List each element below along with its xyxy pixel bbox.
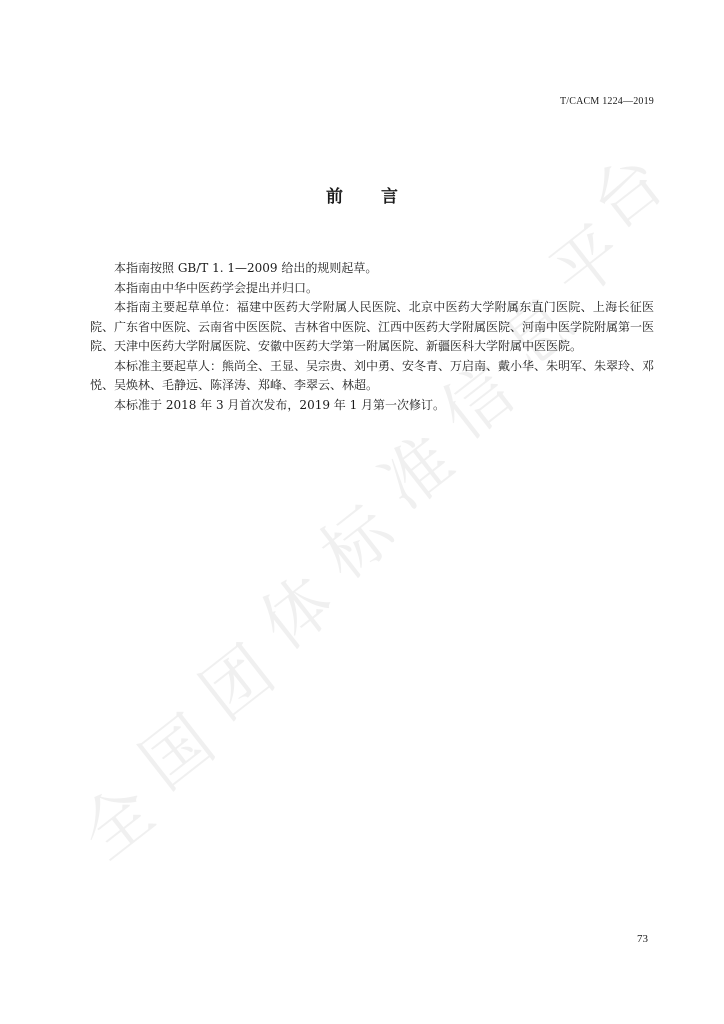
paragraph-release-history: 本标准于 2018 年 3 月首次发布，2019 年 1 月第一次修订。: [114, 397, 446, 412]
paragraph-drafters: 本标准主要起草人：熊尚全、王显、吴宗贵、刘中勇、安冬青、万启南、戴小华、朱明军、朱翠玲、邓悦、吴焕林、毛静远、陈泽涛、郑峰、李翠云、林超。: [90, 358, 655, 392]
watermark-char: 体: [246, 561, 349, 666]
page-title: 前言: [326, 187, 436, 207]
paragraph-drafting-units: 本指南主要起草单位：福建中医药大学附属人民医院、北京中医药大学附属东直门医院、上海长征医院、广东省中医院、云南省中医医院、吉林省中医院、江西中医药大学附属医院、河南中医学院附属第一医院、天津中医药大学附属医院、安徽中医药大学第一附属医院、新疆医科大学附属中医医院。: [90, 300, 655, 353]
watermark-char: 信: [426, 351, 529, 456]
paragraph-proposer: 本指南由中华中医药学会提出并归口。: [114, 280, 319, 295]
page-number: 73: [637, 933, 648, 945]
watermark-char: 平: [536, 211, 639, 316]
document-body: [90, 259, 654, 415]
watermark-char: 国: [126, 701, 229, 806]
watermark-char: 标: [306, 491, 409, 596]
standard-code: T/CACM 1224—2019: [559, 96, 654, 107]
paragraph-drafting-rules: 本指南按照 GB/T 1. 1—2009 给出的规则起草。: [114, 261, 378, 275]
watermark-char: 息: [486, 281, 589, 386]
watermark: [60, 130, 680, 890]
watermark-char: 全: [66, 771, 169, 876]
watermark-char: 台: [576, 141, 679, 246]
watermark-char: 团: [186, 631, 289, 736]
watermark-char: 准: [366, 421, 469, 526]
